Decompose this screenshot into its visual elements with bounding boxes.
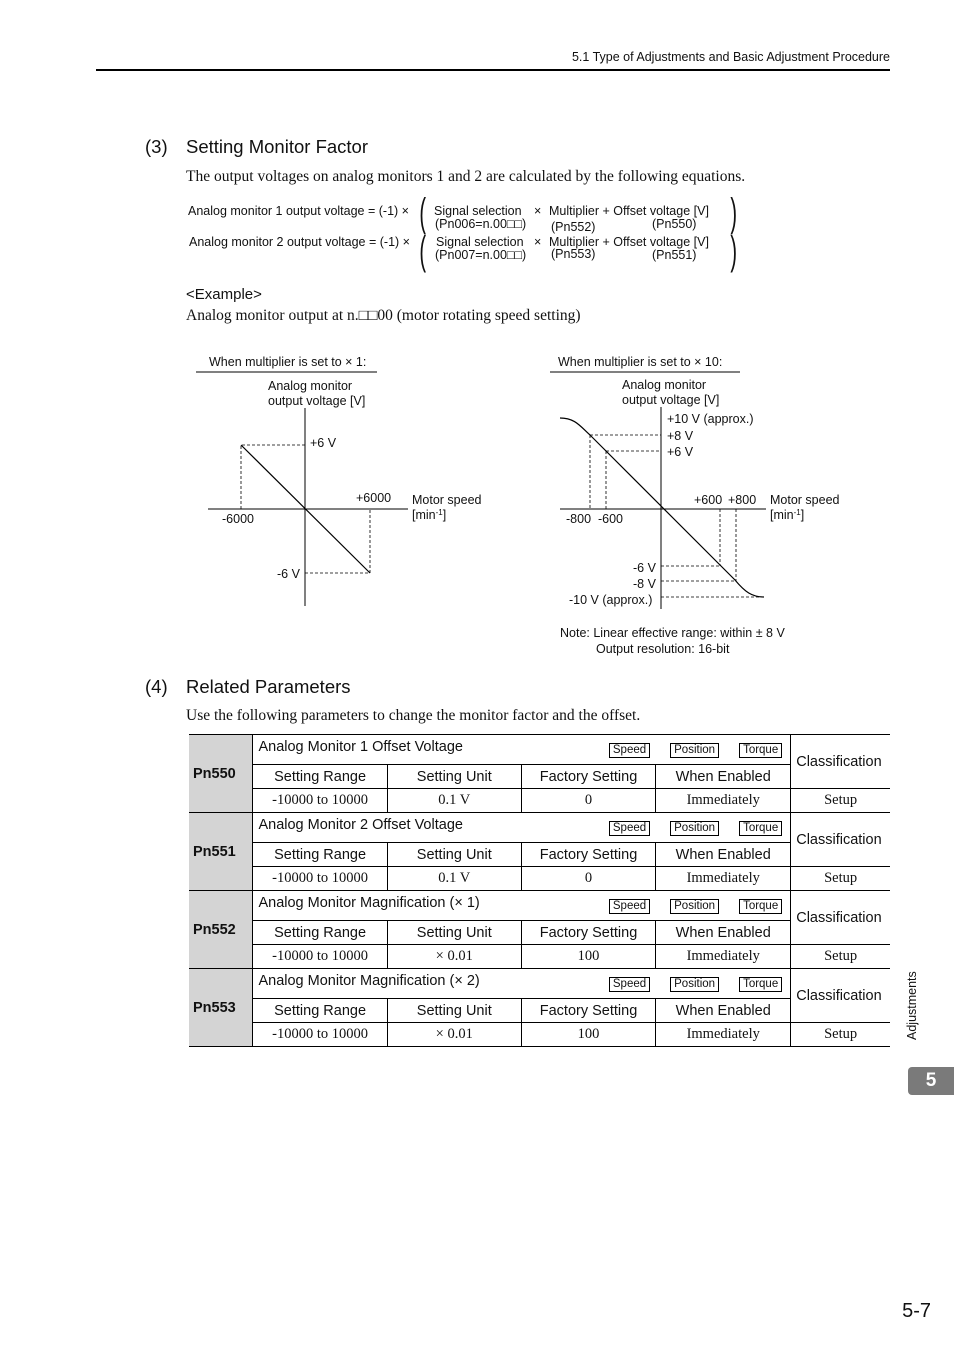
header-when-enabled: When Enabled: [656, 999, 791, 1023]
header-setting-unit: Setting Unit: [387, 921, 521, 945]
classification-header: Classification: [791, 891, 890, 945]
header-setting-range: Setting Range: [253, 765, 387, 789]
param-name: Analog Monitor Magnification (× 2): [258, 973, 480, 989]
header-setting-range: Setting Range: [253, 921, 387, 945]
classification-header: Classification: [791, 735, 890, 789]
value-setting-unit: × 0.01: [387, 1023, 521, 1047]
mode-tags: [609, 897, 782, 914]
graph1-x-label-2: $[\min^{-1}]$: [412, 508, 447, 522]
classification-header: Classification: [791, 969, 890, 1023]
tag-torque: Torque: [739, 821, 782, 836]
graph1-pos-v: +6 V: [310, 436, 337, 450]
value-setting-range: -10000 to 10000: [253, 789, 387, 813]
value-factory-setting: 100: [521, 945, 655, 969]
param-name-cell: [253, 735, 791, 765]
param-value-row: [189, 789, 890, 813]
param-name-row: [189, 969, 890, 999]
value-when-enabled: Immediately: [656, 789, 791, 813]
graph1-x-label-1: Motor speed: [412, 493, 482, 507]
graph2-note-1: Note: Linear effective range: within ± 8 V: [560, 626, 785, 640]
right-paren: ): [730, 191, 737, 235]
param-value-row: [189, 1023, 890, 1047]
header-factory-setting: Factory Setting: [521, 999, 655, 1023]
param-number: Pn553: [189, 969, 253, 1047]
monitor-graphs: [0, 340, 954, 670]
header-factory-setting: Factory Setting: [521, 843, 655, 867]
param-header-row: [189, 921, 890, 945]
running-header: 5.1 Type of Adjustments and Basic Adjustment Procedure: [571, 50, 890, 64]
example-label: <Example>: [186, 286, 262, 303]
value-when-enabled: Immediately: [656, 1023, 791, 1047]
section-number: (4): [145, 676, 168, 697]
header-setting-unit: Setting Unit: [387, 999, 521, 1023]
eq1-times: ×: [534, 204, 542, 218]
graph2-x-label-2: $[\min^{-1}]$: [770, 508, 805, 522]
tag-speed: Speed: [609, 977, 650, 992]
graph-multiplier-x10: [550, 355, 840, 656]
param-value-row: [189, 945, 890, 969]
left-paren: (: [419, 229, 426, 273]
tag-position: Position: [670, 977, 719, 992]
graph2-caption: When multiplier is set to × 10:: [558, 355, 723, 369]
eq1-lhs: Analog monitor 1 output voltage = (-1) ×: [188, 204, 409, 218]
section-4-heading: [145, 676, 351, 698]
param-name: Analog Monitor 1 Offset Voltage: [258, 739, 463, 755]
eq2-multiplier: Multiplier + Offset voltage [V]: [549, 235, 709, 249]
eq1-signal: Signal selection: [434, 204, 522, 218]
tag-torque: Torque: [739, 899, 782, 914]
graph-multiplier-x1: [196, 355, 482, 606]
param-header-row: [189, 999, 890, 1023]
graph2-s800-pos: +800: [728, 493, 757, 507]
eq2-lhs: Analog monitor 2 output voltage = (-1) ×: [189, 235, 410, 249]
graph2-v6-pos: +6 V: [667, 445, 694, 459]
param-name: Analog Monitor 2 Offset Voltage: [258, 817, 463, 833]
eq2-times: ×: [534, 235, 542, 249]
classification-header: Classification: [791, 813, 890, 867]
graph2-note-2: Output resolution: 16-bit: [596, 642, 730, 656]
graph2-v6-neg: -6 V: [633, 561, 656, 575]
value-setting-unit: 0.1 V: [387, 867, 521, 891]
eq2-offset-param: (Pn551): [652, 248, 697, 262]
param-number: Pn551: [189, 813, 253, 891]
value-when-enabled: Immediately: [656, 867, 791, 891]
header-rule: [96, 69, 890, 71]
graph1-y-label-1: Analog monitor: [268, 379, 353, 393]
param-name-cell: [253, 969, 791, 999]
graph2-neg-speeds: -800 -600: [566, 512, 623, 526]
eq2-signal: Signal selection: [436, 235, 524, 249]
value-setting-range: -10000 to 10000: [253, 945, 387, 969]
graph2-s600-pos: +600: [694, 493, 723, 507]
section-3-intro: The output voltages on analog monitors 1 and 2 are calculated by the following equations.: [186, 168, 746, 185]
value-when-enabled: Immediately: [656, 945, 791, 969]
tag-speed: Speed: [609, 821, 650, 836]
eq1-mult-param: (Pn552): [551, 220, 596, 234]
param-name-cell: [253, 813, 791, 843]
page-number: 5-7: [902, 1300, 931, 1322]
tag-position: Position: [670, 743, 719, 758]
param-number: Pn552: [189, 891, 253, 969]
header-setting-range: Setting Range: [253, 999, 387, 1023]
mode-tags: [609, 975, 782, 992]
value-factory-setting: 0: [521, 867, 655, 891]
section-number: (3): [145, 136, 168, 157]
value-setting-unit: 0.1 V: [387, 789, 521, 813]
section-title: Setting Monitor Factor: [186, 136, 368, 157]
tag-torque: Torque: [739, 743, 782, 758]
header-when-enabled: When Enabled: [656, 921, 791, 945]
tag-torque: Torque: [739, 977, 782, 992]
chapter-tab: 5: [908, 1067, 954, 1095]
eq2-signal-param: (Pn007=n.00□□): [435, 248, 527, 262]
parameters-table: [189, 734, 890, 1047]
graph1-neg-v: -6 V: [277, 567, 300, 581]
graph2-y-label-2: output voltage [V]: [622, 393, 720, 407]
eq1-multiplier: Multiplier + Offset voltage [V]: [549, 204, 709, 218]
value-setting-range: -10000 to 10000: [253, 1023, 387, 1047]
value-factory-setting: 100: [521, 1023, 655, 1047]
graph1-pos-speed: +6000: [356, 491, 392, 505]
header-setting-range: Setting Range: [253, 843, 387, 867]
header-when-enabled: When Enabled: [656, 765, 791, 789]
graph1-neg-speed: -6000: [222, 512, 254, 526]
graph1-y-label-2: output voltage [V]: [268, 394, 366, 408]
graph2-v10-neg: -10 V (approx.): [569, 593, 653, 607]
header-setting-unit: Setting Unit: [387, 765, 521, 789]
tag-speed: Speed: [609, 899, 650, 914]
graph2-response-curve: [560, 418, 764, 597]
eq1-signal-param: (Pn006=n.00□□): [435, 217, 527, 231]
eq2-mult-param: (Pn553): [551, 247, 596, 261]
section-title: Related Parameters: [186, 676, 351, 697]
graph2-v10-pos: +10 V (approx.): [667, 412, 754, 426]
value-setting-range: -10000 to 10000: [253, 867, 387, 891]
param-number: Pn550: [189, 735, 253, 813]
param-name: Analog Monitor Magnification (× 1): [258, 895, 480, 911]
value-factory-setting: 0: [521, 789, 655, 813]
left-paren: (: [419, 191, 426, 235]
tag-speed: Speed: [609, 743, 650, 758]
value-classification: Setup: [791, 945, 890, 969]
value-classification: Setup: [791, 789, 890, 813]
section-3-heading: [145, 136, 368, 158]
param-name-row: [189, 735, 890, 765]
graph2-y-label-1: Analog monitor: [622, 378, 707, 392]
param-name-row: [189, 891, 890, 921]
right-paren: ): [730, 229, 737, 273]
header-when-enabled: When Enabled: [656, 843, 791, 867]
tag-position: Position: [670, 821, 719, 836]
example-text: Analog monitor output at n.□□00 (motor rotating speed setting): [186, 307, 581, 324]
section-4-intro: Use the following parameters to change the monitor factor and the offset.: [186, 707, 641, 724]
graph2-x-label-1: Motor speed: [770, 493, 840, 507]
mode-tags: [609, 741, 782, 758]
param-header-row: [189, 843, 890, 867]
mode-tags: [609, 819, 782, 836]
param-name-row: [189, 813, 890, 843]
graph2-v8-neg: -8 V: [633, 577, 656, 591]
header-factory-setting: Factory Setting: [521, 921, 655, 945]
chapter-side-label: Adjustments: [905, 971, 919, 1040]
graph2-v8-pos: +8 V: [667, 429, 694, 443]
value-setting-unit: × 0.01: [387, 945, 521, 969]
header-factory-setting: Factory Setting: [521, 765, 655, 789]
param-header-row: [189, 765, 890, 789]
param-name-cell: [253, 891, 791, 921]
eq1-offset-param: (Pn550): [652, 217, 697, 231]
tag-position: Position: [670, 899, 719, 914]
value-classification: Setup: [791, 867, 890, 891]
value-classification: Setup: [791, 1023, 890, 1047]
graph1-caption: When multiplier is set to × 1:: [209, 355, 367, 369]
param-value-row: [189, 867, 890, 891]
header-setting-unit: Setting Unit: [387, 843, 521, 867]
